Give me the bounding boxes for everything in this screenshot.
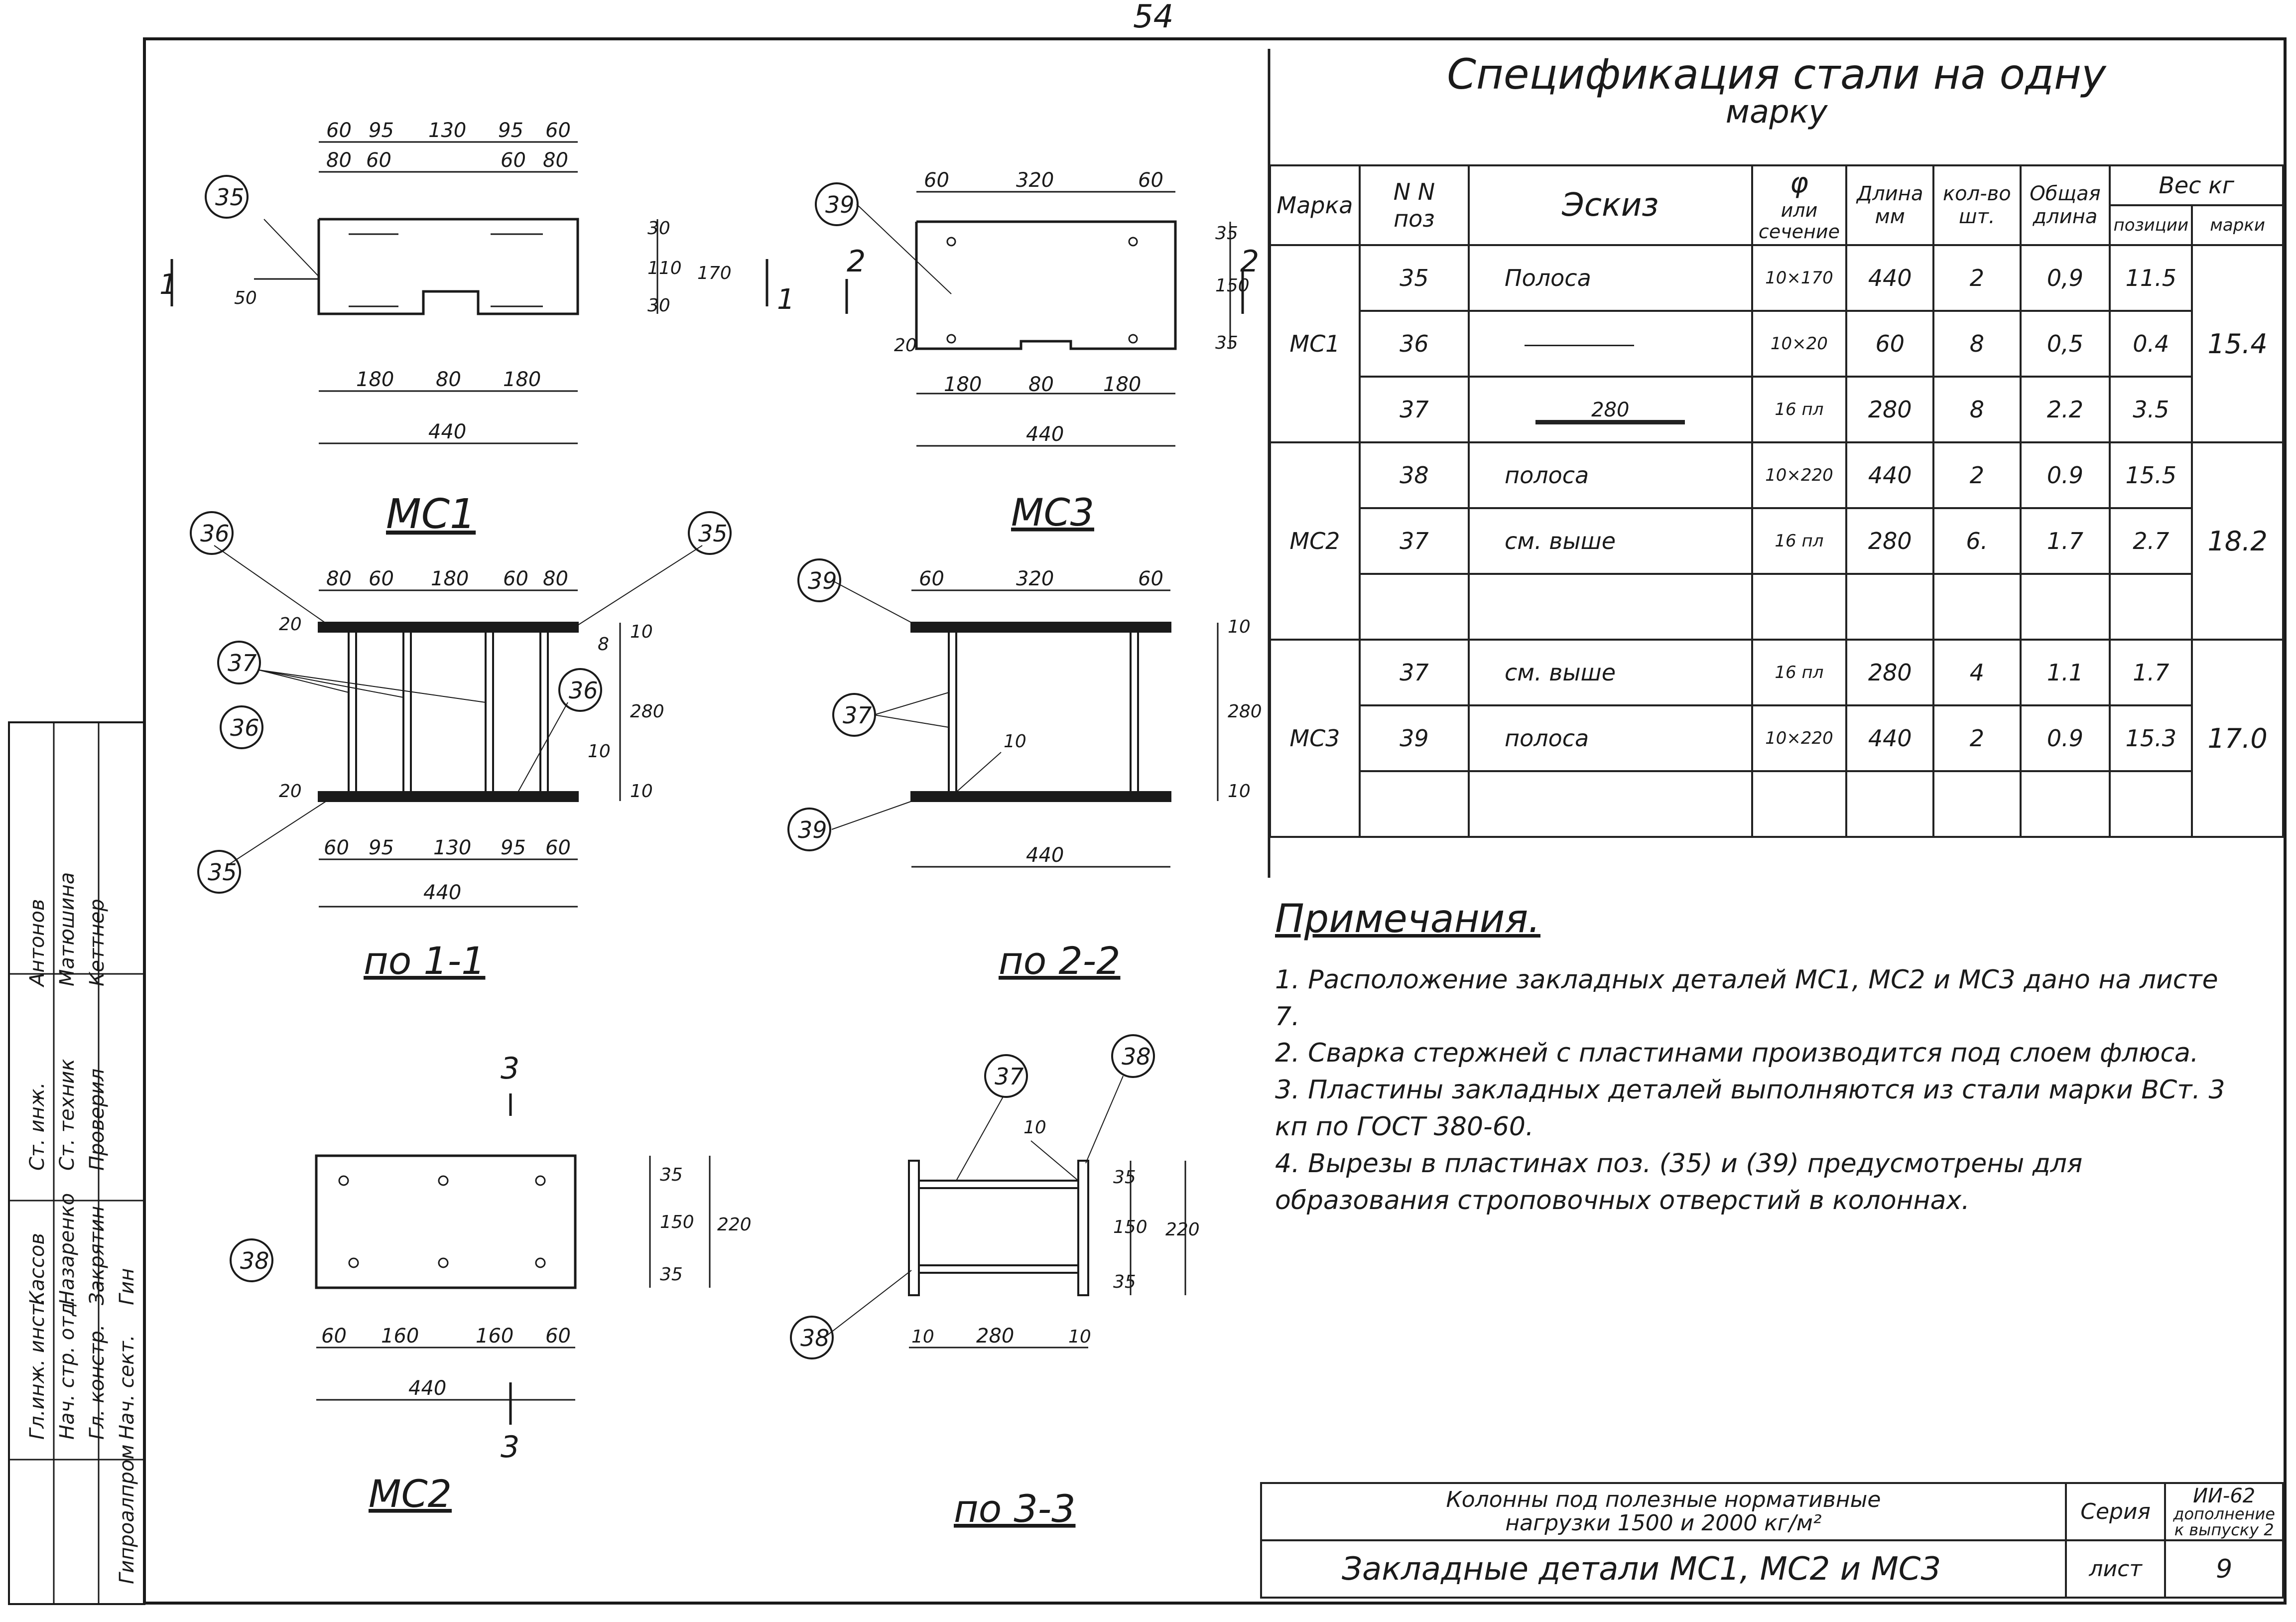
sec33-callout-37: 37	[995, 1063, 1024, 1090]
sec11-texts	[200, 520, 728, 983]
mc3-section-mark-right-label: 2	[1240, 244, 1260, 279]
spec-cell-total: 0.9	[2021, 442, 2110, 508]
mc3-title: МС3	[1011, 490, 1094, 535]
spec-cell-total: 1.1	[2021, 640, 2110, 705]
spec-cell-pos: 37	[1360, 377, 1469, 442]
mc2-dim-right-b: 150	[660, 1212, 694, 1232]
side-stamp	[9, 722, 144, 1604]
sec11-callout-37: 37	[228, 650, 257, 676]
sec22-callout-37: 37	[843, 702, 872, 729]
spec-cell-weight	[2110, 771, 2192, 837]
spec-cell-section: 16 пл	[1752, 508, 1847, 574]
mc1-section-mark-left-label: 1	[159, 269, 177, 301]
sec11-dim-right-c: 10	[630, 781, 653, 802]
hdr-count-2: шт.	[1959, 205, 1995, 228]
side-name-5: Антонов	[26, 899, 49, 986]
mc3-section-mark-left-label: 2	[847, 244, 866, 279]
spec-cell-section	[1752, 574, 1847, 640]
sec11-callout-36c: 36	[230, 714, 259, 741]
mc1-dim-top2-b: 60	[366, 149, 391, 172]
mc1-dim-top1-a: 60	[326, 119, 352, 142]
sec11-callout-36a: 36	[200, 520, 230, 547]
spec-cell-length: 280	[1846, 377, 1933, 442]
spec-table	[1269, 164, 2284, 838]
spec-row	[1270, 245, 2283, 311]
side-name-6: Матюшина	[56, 872, 79, 986]
mc1-dim-top2-a: 80	[326, 149, 352, 172]
spec-row	[1270, 771, 2283, 837]
mc2-section-mark-bottom-label: 3	[501, 1430, 520, 1465]
spec-row	[1270, 574, 2283, 640]
hdr-length-1: Длина	[1856, 182, 1923, 205]
spec-cell-count	[1933, 771, 2020, 837]
sec11-leaders	[214, 545, 702, 864]
spec-cell-pos	[1360, 771, 1469, 837]
side-role-3: Гл. констр.	[86, 1324, 109, 1440]
spec-cell-total: 2.2	[2021, 377, 2110, 442]
side-name-4: Гин	[116, 1268, 138, 1305]
mc2-callout: 38	[240, 1247, 269, 1274]
sec22-dim-right-b: 280	[1228, 701, 1262, 722]
spec-cell-length: 60	[1846, 311, 1933, 377]
side-name-2: Назаренко	[56, 1193, 79, 1305]
mc3-dim-total: 440	[1026, 423, 1064, 446]
spec-cell-total: 0,9	[2021, 245, 2110, 311]
hdr-section-1: φ	[1789, 167, 1808, 200]
sec11-dim-top-d: 60	[503, 567, 528, 590]
side-role-1: Гл.инж. инст.	[26, 1298, 49, 1440]
title-block	[1260, 1482, 2284, 1599]
spec-cell-length: 280	[1846, 508, 1933, 574]
spec-row	[1270, 508, 2283, 574]
mc1-dim-left: 50	[234, 288, 257, 308]
hdr-length	[1846, 165, 1933, 245]
spec-mark: МС2	[1270, 442, 1360, 640]
spec-title-line2: марку	[1725, 94, 1828, 131]
spec-cell-section: 10×20	[1752, 311, 1847, 377]
mc2-dim-bottom-c: 160	[476, 1325, 514, 1348]
spec-cell-weight: 15.5	[2110, 442, 2192, 508]
mc2-title: МС2	[369, 1472, 452, 1516]
spec-cell-sketch	[1469, 311, 1752, 377]
sec11-dim-top-a: 80	[326, 567, 352, 590]
spec-cell-weight: 1.7	[2110, 640, 2192, 705]
hdr-total	[2021, 165, 2110, 245]
spec-row	[1270, 442, 2283, 508]
note-1: 1. Расположение закладных деталей МС1, МС2 и МС3 дано на листе 7.	[1275, 964, 2218, 1032]
spec-mark: МС3	[1270, 640, 1360, 837]
spec-cell-count	[1933, 574, 2020, 640]
hdr-total-1: Общая	[2030, 182, 2101, 205]
spec-cell-sketch: полоса	[1469, 705, 1752, 771]
sec11-callout-35a: 35	[698, 520, 728, 547]
mc3-hole-markers	[947, 238, 1137, 343]
hdr-count	[1933, 165, 2020, 245]
spec-cell-pos: 36	[1360, 311, 1469, 377]
side-org: Гипроалпром	[116, 1444, 138, 1584]
sec11-dim-right-b: 280	[630, 701, 664, 722]
mc1-dim-top1-c: 130	[428, 119, 467, 142]
spec-cell-total: 0.9	[2021, 705, 2110, 771]
mc2-dim-bottom-d: 60	[545, 1325, 571, 1348]
mc1-callout: 35	[215, 184, 245, 211]
spec-cell-total	[2021, 771, 2110, 837]
sec11-dim-left-bottom: 20	[279, 781, 302, 802]
sec33-right-plate	[1078, 1161, 1088, 1295]
sec22-dim-top-a: 60	[919, 567, 944, 590]
note-2: 2. Сварка стержней с пластинами производится под слоем флюса.	[1275, 1038, 2199, 1069]
sec33-dim-bottom-c: 10	[1068, 1327, 1091, 1347]
mc2-dim-right-a: 35	[660, 1165, 683, 1185]
spec-cell-pos: 37	[1360, 640, 1469, 705]
mc2-dim-right-total: 220	[717, 1215, 752, 1235]
sec33-title: по 3-3	[954, 1487, 1076, 1531]
sec11-label-8: 8	[598, 634, 609, 655]
hdr-length-2: мм	[1875, 205, 1905, 228]
spec-cell-weight: 0.4	[2110, 311, 2192, 377]
sec22-dim-total: 440	[1026, 844, 1064, 867]
hdr-pos-2: поз	[1394, 205, 1435, 232]
tb-series-sub2: к выпуску 2	[2174, 1520, 2274, 1539]
note-3: 3. Пластины закладных деталей выполняются из стали марки ВСт. 3 кп по ГОСТ 380-60.	[1275, 1075, 2225, 1142]
mc1-dim-right-c: 30	[647, 295, 670, 316]
sec22-top-plate	[911, 623, 1170, 632]
spec-cell-length: 440	[1846, 705, 1933, 771]
hdr-pos	[1360, 165, 1469, 245]
spec-weight-mark: 15.4	[2192, 245, 2283, 442]
spec-cell-sketch: см. выше	[1469, 508, 1752, 574]
spec-row	[1270, 640, 2283, 705]
spec-cell-count: 2	[1933, 245, 2020, 311]
mc3-dim-bottom-b: 80	[1028, 373, 1054, 396]
side-name-7: Кеттнер	[86, 899, 109, 986]
spec-cell-weight: 15.3	[2110, 705, 2192, 771]
sec22-title: по 2-2	[999, 939, 1121, 983]
side-name-3: Закрятин	[86, 1206, 109, 1305]
sec22-dim-top-b: 320	[1016, 567, 1054, 590]
mc2-section-mark-top-label: 3	[501, 1051, 520, 1086]
hdr-weight-mark: марки	[2192, 205, 2283, 245]
mc1-dim-top2-c: 60	[501, 149, 526, 172]
tb-project	[1261, 1483, 2066, 1540]
sec11-dim-top-b: 60	[369, 567, 394, 590]
sketch-bar-36	[1525, 345, 1634, 346]
sec11-dim-bottom-a: 60	[324, 836, 349, 859]
mc1-dim-bottom-a: 180	[356, 368, 394, 391]
mc1-texts	[159, 119, 795, 538]
sec33-dim-right-total: 220	[1165, 1219, 1200, 1240]
spec-cell-sketch	[1469, 377, 1752, 442]
mc3-dim-top-c: 60	[1138, 169, 1163, 192]
hdr-sketch: Эскиз	[1469, 165, 1752, 245]
sec11-dim-bottom-b: 95	[369, 836, 394, 859]
spec-cell-count: 8	[1933, 311, 2020, 377]
sec11-rods	[349, 632, 548, 792]
hdr-section	[1752, 165, 1847, 245]
spec-row	[1270, 377, 2283, 442]
sec11-label-10: 10	[588, 741, 611, 762]
sec33-callout-38b: 38	[800, 1325, 830, 1352]
sec22-bottom-plate	[911, 792, 1170, 801]
mc3-dim-top-b: 320	[1016, 169, 1054, 192]
sec22-callout-39b: 39	[798, 816, 827, 843]
spec-cell-section: 10×220	[1752, 705, 1847, 771]
mc3-dim-bottom-c: 180	[1103, 373, 1142, 396]
spec-cell-section: 16 пл	[1752, 377, 1847, 442]
tb-sheet-title: Закладные детали МС1, МС2 и МС3	[1261, 1540, 2066, 1598]
mc2-dim-total: 440	[408, 1377, 447, 1400]
side-role-7: Проверил	[86, 1068, 109, 1171]
sec33-dim-right-b: 150	[1113, 1217, 1148, 1237]
hdr-mark: Марка	[1270, 165, 1360, 245]
hdr-total-2: длина	[2033, 205, 2098, 228]
hdr-count-1: кол-во	[1943, 182, 2011, 205]
sec33-drawing	[791, 1035, 1185, 1358]
spec-cell-count: 4	[1933, 640, 2020, 705]
spec-cell-length	[1846, 574, 1933, 640]
side-role-4: Нач. сект.	[116, 1335, 138, 1440]
spec-cell-section: 16 пл	[1752, 640, 1847, 705]
spec-cell-weight: 3.5	[2110, 377, 2192, 442]
side-role-5: Ст. инж.	[26, 1082, 49, 1171]
mc1-dim-total: 440	[428, 420, 467, 443]
mc1-hole-markers	[349, 234, 543, 306]
tb-series-sub1: дополнение	[2173, 1504, 2275, 1523]
sec11-dim-bottom-c: 130	[433, 836, 472, 859]
spec-cell-count: 6.	[1933, 508, 2020, 574]
mc1-title: МС1	[386, 491, 476, 538]
spec-cell-total: 1.7	[2021, 508, 2110, 574]
spec-body	[1270, 245, 2283, 837]
notes	[1275, 892, 2246, 1219]
mc3-dim-right-a: 35	[1215, 223, 1238, 244]
mc1-dim-top1-e: 60	[545, 119, 571, 142]
spec-row	[1270, 311, 2283, 377]
sec33-dim-bottom-b: 280	[976, 1325, 1015, 1348]
spec-cell-pos: 37	[1360, 508, 1469, 574]
spec-cell-section: 10×170	[1752, 245, 1847, 311]
tb-series-value: ИИ-62	[2193, 1484, 2256, 1507]
sec22-rods	[949, 632, 1138, 792]
mc1-leader	[264, 219, 319, 276]
tb-series	[2165, 1483, 2283, 1540]
spec-cell-pos: 38	[1360, 442, 1469, 508]
mc3-texts	[825, 169, 1259, 535]
sec33-callout-38a: 38	[1122, 1043, 1151, 1070]
sec33-rods	[919, 1181, 1078, 1273]
sec11-dim-left-top: 20	[279, 614, 302, 635]
mc1-dim-bottom-b: 80	[436, 368, 461, 391]
spec-cell-total	[2021, 574, 2110, 640]
mc3-dim-right-b: 150	[1215, 275, 1250, 296]
sec11-top-plate	[319, 623, 578, 632]
spec-mark: МС1	[1270, 245, 1360, 442]
spec-cell-length: 440	[1846, 442, 1933, 508]
mc1-dim-right-total: 170	[697, 263, 732, 283]
side-role-6: Ст. техник	[56, 1059, 79, 1171]
mc1-drawing	[172, 142, 767, 443]
spec-title-line1: Спецификация стали на одну	[1447, 50, 2106, 99]
sec11-bottom-plate	[319, 792, 578, 801]
notes-title: Примечания.	[1275, 897, 1540, 942]
sec22-label-10: 10	[1004, 731, 1026, 752]
mc2-drawing	[231, 1093, 710, 1425]
sec33-label-10: 10	[1023, 1117, 1046, 1138]
sec33-texts	[800, 1043, 1200, 1531]
spec-cell-sketch	[1469, 771, 1752, 837]
side-name-1: Кассов	[26, 1233, 49, 1305]
spec-cell-length	[1846, 771, 1933, 837]
mc2-plate	[316, 1156, 575, 1288]
sec22-dim-right-c: 10	[1228, 781, 1251, 802]
spec-cell-length: 280	[1846, 640, 1933, 705]
page-number: 54	[1133, 0, 1174, 35]
sec11-callout-36b: 36	[569, 677, 598, 704]
tb-sheet-value: 9	[2165, 1540, 2283, 1598]
sec33-callout-circles	[791, 1035, 1154, 1358]
sec22-dim-top-c: 60	[1138, 567, 1163, 590]
mc3-callout: 39	[825, 191, 855, 218]
sec22-callout-39a: 39	[808, 567, 837, 594]
tb-project-2: нагрузки 1500 и 2000 кг/м²	[1505, 1510, 1822, 1536]
spec-cell-count: 2	[1933, 442, 2020, 508]
mc3-dim-left: 20	[894, 335, 917, 356]
spec-cell-pos	[1360, 574, 1469, 640]
spec-cell-section	[1752, 771, 1847, 837]
mc1-dim-top1-d: 95	[498, 119, 523, 142]
sec11-dim-top-c: 180	[431, 567, 469, 590]
spec-cell-total: 0,5	[2021, 311, 2110, 377]
spec-cell-pos: 35	[1360, 245, 1469, 311]
sec33-dim-right-c: 35	[1113, 1272, 1136, 1292]
spec-cell-sketch: см. выше	[1469, 640, 1752, 705]
sec11-dim-bottom-e: 60	[545, 836, 571, 859]
tb-sheet-label: лист	[2066, 1540, 2165, 1598]
sec33-dim-bottom-a: 10	[911, 1327, 934, 1347]
spec-cell-sketch: Полоса	[1469, 245, 1752, 311]
hdr-weight: Вес кг	[2110, 165, 2283, 205]
hdr-section-2: или	[1781, 199, 1818, 221]
spec-weight-mark: 18.2	[2192, 442, 2283, 640]
sec11-dim-right-a: 10	[630, 622, 653, 642]
spec-cell-count: 2	[1933, 705, 2020, 771]
spec-cell-weight	[2110, 574, 2192, 640]
sec11-dim-total: 440	[423, 881, 462, 904]
spec-weight-mark: 17.0	[2192, 640, 2283, 837]
spec-cell-weight: 11.5	[2110, 245, 2192, 311]
mc2-dim-bottom-b: 160	[381, 1325, 419, 1348]
sketch-bar-37: 280	[1535, 400, 1685, 424]
mc3-dim-bottom-a: 180	[944, 373, 982, 396]
spec-cell-sketch: полоса	[1469, 442, 1752, 508]
mc1-dim-top1-b: 95	[369, 119, 394, 142]
sec22-dim-right-a: 10	[1228, 617, 1251, 637]
sec11-callout-35b: 35	[208, 859, 237, 886]
mc3-drawing	[816, 183, 1243, 446]
sec11-dim-bottom-d: 95	[501, 836, 526, 859]
mc3-dim-top-a: 60	[924, 169, 949, 192]
mc2-dim-right-c: 35	[660, 1264, 683, 1285]
sec11-dim-top-e: 80	[543, 567, 568, 590]
hdr-weight-pos: позиции	[2110, 205, 2192, 245]
mc3-dim-right-c: 35	[1215, 333, 1238, 353]
note-4: 4. Вырезы в пластинах поз. (35) и (39) предусмотрены для образования строповочных отверстий в колоннах.	[1275, 1148, 2083, 1216]
mc2-dim-bottom-a: 60	[321, 1325, 347, 1348]
sec11-title: по 1-1	[364, 939, 486, 983]
sec33-dim-right-a: 35	[1113, 1167, 1136, 1188]
spec-title	[1269, 50, 2284, 131]
mc1-dim-right-a: 30	[647, 218, 670, 239]
mc1-dim-bottom-c: 180	[503, 368, 541, 391]
mc3-leader	[857, 204, 951, 294]
spec-cell-count: 8	[1933, 377, 2020, 442]
spec-cell-sketch	[1469, 574, 1752, 640]
spec-cell-weight: 2.7	[2110, 508, 2192, 574]
sec33-left-plate	[909, 1161, 919, 1295]
mc1-dim-right-b: 110	[647, 258, 682, 278]
spec-cell-pos: 39	[1360, 705, 1469, 771]
mc1-section-mark-right-label: 1	[777, 283, 795, 316]
spec-row	[1270, 705, 2283, 771]
mc2-hole-markers	[339, 1176, 545, 1267]
tb-project-1: Колонны под полезные нормативные	[1446, 1487, 1881, 1513]
spec-cell-length: 440	[1846, 245, 1933, 311]
side-role-2: Нач. стр. отд.	[56, 1296, 79, 1440]
hdr-section-3: сечение	[1758, 221, 1840, 243]
spec-cell-section: 10×220	[1752, 442, 1847, 508]
hdr-pos-1: N N	[1393, 178, 1435, 205]
tb-series-label: Серия	[2066, 1483, 2165, 1540]
mc1-dim-top2-d: 80	[543, 149, 568, 172]
